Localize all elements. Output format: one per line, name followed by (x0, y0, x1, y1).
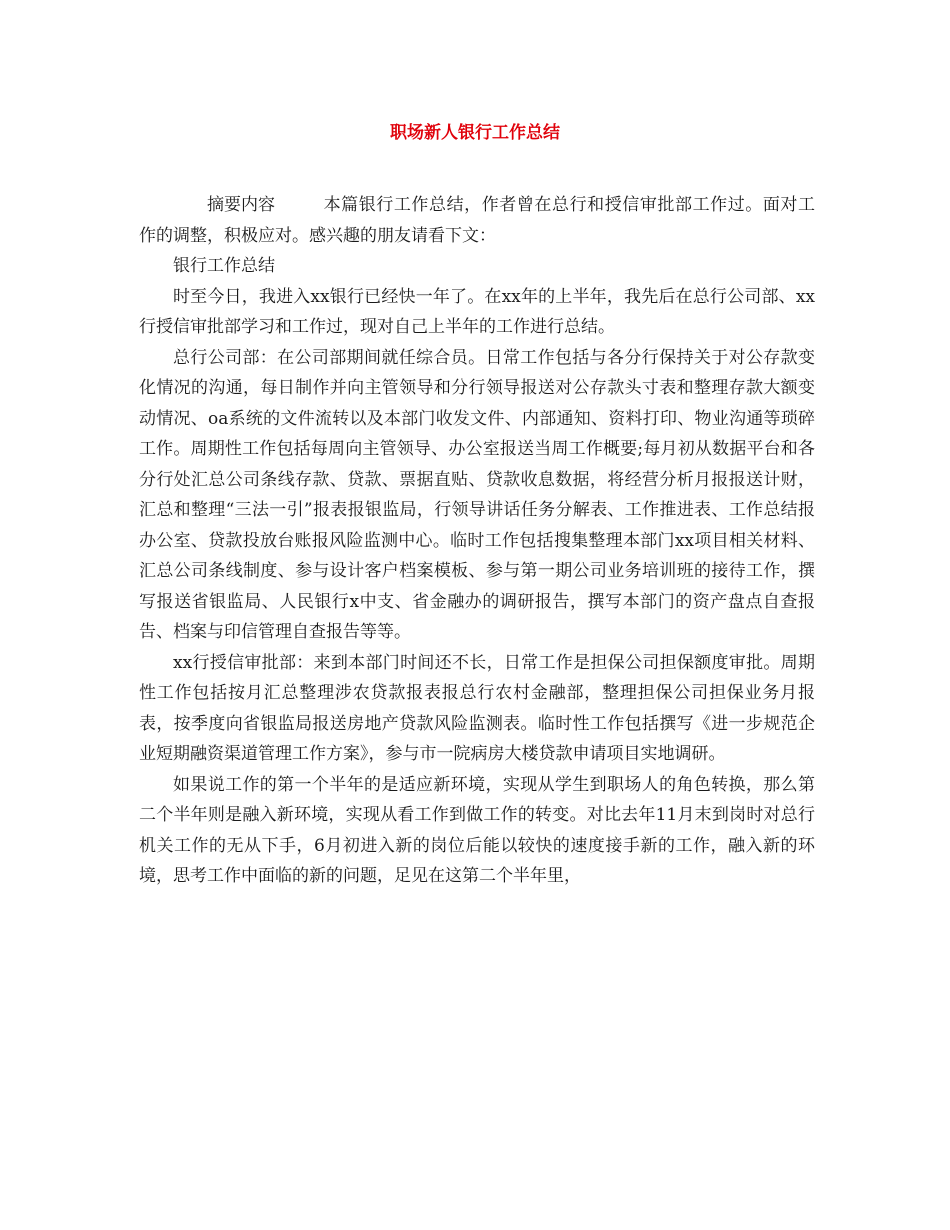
body-paragraph-credit-dept: xx行授信审批部：来到本部门时间还不长，日常工作是担保公司担保额度审批。周期性工作包括按月汇总整理涉农贷款报表报总行农村金融部，整理担保公司担保业务月报表，按季度向省银监局报送房地产贷款风险监测表。临时性工作包括撰写《进一步规范企业短期融资渠道管理工作方案》，参与市一院病房大楼贷款申请项目实地调研。 (139, 652, 815, 764)
body-paragraph-head-office: 总行公司部：在公司部期间就任综合员。日常工作包括与各分行保持关于对公存款变化情况的沟通，每日制作并向主管领导和分行领导报送对公存款头寸表和整理存款大额变动情况、oa系统的文件流转以及本部门收发文件、内部通知、资料打印、物业沟通等琐碎工作。周期性工作包括每周向主管领导、办公室报送当周工作概要;每月初从数据平台和各分行处汇总公司条线存款、贷款、票据直贴、贷款收息数据，将经营分析月报报送计财，汇总和整理“三法一引”报表报银监局，行领导讲话任务分解表、工作推进表、工作总结报办公室、贷款投放台账报风险监测中心。临时工作包括搜集整理本部门xx项目相关材料、汇总公司条线制度、参与设计客户档案模板、参与第一期公司业务培训班的接待工作，撰写报送省银监局、人民银行x中支、省金融办的调研报告，撰写本部门的资产盘点自查报告、档案与印信管理自查报告等等。 (139, 347, 815, 642)
summary-paragraph (139, 190, 815, 251)
document-body (139, 190, 815, 892)
summary-label: 摘要内容 (207, 195, 275, 215)
document-title: 职场新人银行工作总结 (390, 123, 560, 143)
body-paragraph-intro: 时至今日，我进入xx银行已经快一年了。在xx年的上半年，我先后在总行公司部、xx行授信审批部学习和工作过，现对自己上半年的工作进行总结。 (139, 286, 815, 337)
section-heading: 银行工作总结 (173, 256, 275, 276)
body-paragraph-reflection: 如果说工作的第一个半年的是适应新环境，实现从学生到职场人的角色转换，那么第二个半年则是融入新环境，实现从看工作到做工作的转变。对比去年11月末到岗时对总行机关工作的无从下手，6月初进入新的岗位后能以较快的速度接手新的工作，融入新的环境，思考工作中面临的新的问题，足见在这第二个半年里， (139, 774, 815, 886)
summary-text: 本篇银行工作总结，作者曾在总行和授信审批部工作过。面对工作的调整，积极应对。感兴趣的朋友请看下文： (139, 195, 815, 246)
